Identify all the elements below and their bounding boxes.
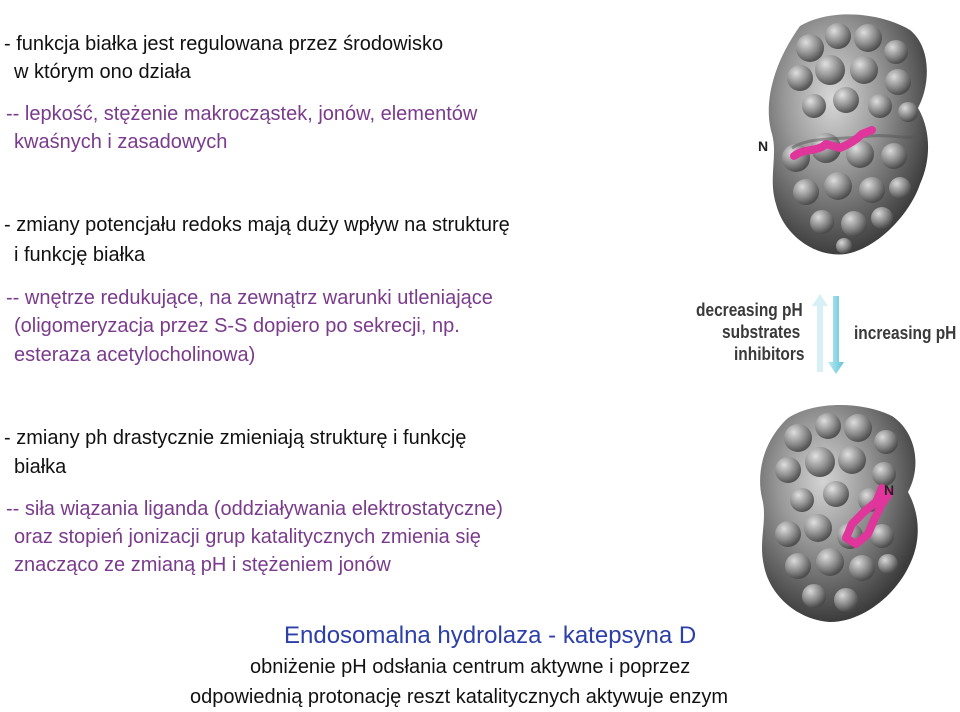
n-terminus-label-top: N: [758, 138, 769, 154]
section1-line4: kwaśnych i zasadowych: [14, 131, 228, 153]
section3-line4: oraz stopień jonizacji grup katalitycznych zmienia się: [14, 526, 481, 548]
section3-line1: - zmiany ph drastycznie zmieniają strukturę i funkcję: [4, 427, 467, 449]
section2-line2: i funkcję białka: [14, 244, 146, 266]
inhibitors-label: inhibitors: [734, 344, 805, 364]
section1-line2: w którym ono działa: [14, 61, 191, 83]
bidirectional-arrow-icon: [810, 294, 850, 374]
n-terminus-label-bottom: N: [884, 482, 895, 498]
bottom-line2: odpowiednią protonację reszt katalitycznych aktywuje enzym: [190, 686, 729, 708]
protein-structure-active: [752, 396, 930, 626]
section2-line5: esteraza acetylocholinowa): [14, 344, 256, 366]
ph-diagram: [690, 292, 960, 376]
section1-line1: - funkcja białka jest regulowana przez środowisko: [4, 33, 444, 55]
section1-line3: -- lepkość, stężenie makrocząstek, jonów, elementów: [6, 103, 478, 125]
decreasing-ph-label: decreasing pH: [696, 300, 803, 320]
bottom-line1: obniżenie pH odsłania centrum aktywne i poprzez: [250, 656, 691, 678]
increasing-ph-label: increasing pH: [854, 323, 957, 343]
protein-structure-inactive: [760, 8, 936, 260]
section3-line5: znacząco ze zmianą pH i stężeniem jonów: [14, 554, 391, 576]
section3-line2: białka: [14, 456, 67, 478]
section2-line1: - zmiany potencjału redoks mają duży wpływ na strukturę: [4, 214, 510, 236]
substrates-label: substrates: [722, 322, 801, 342]
section2-line4: (oligomeryzacja przez S-S dopiero po sekrecji, np.: [14, 315, 460, 337]
cathepsin-title: Endosomalna hydrolaza - katepsyna D: [284, 622, 697, 649]
section2-line3: -- wnętrze redukujące, na zewnątrz warunki utleniające: [6, 287, 493, 309]
section3-line3: -- siła wiązania liganda (oddziaływania elektrostatyczne): [6, 498, 503, 520]
